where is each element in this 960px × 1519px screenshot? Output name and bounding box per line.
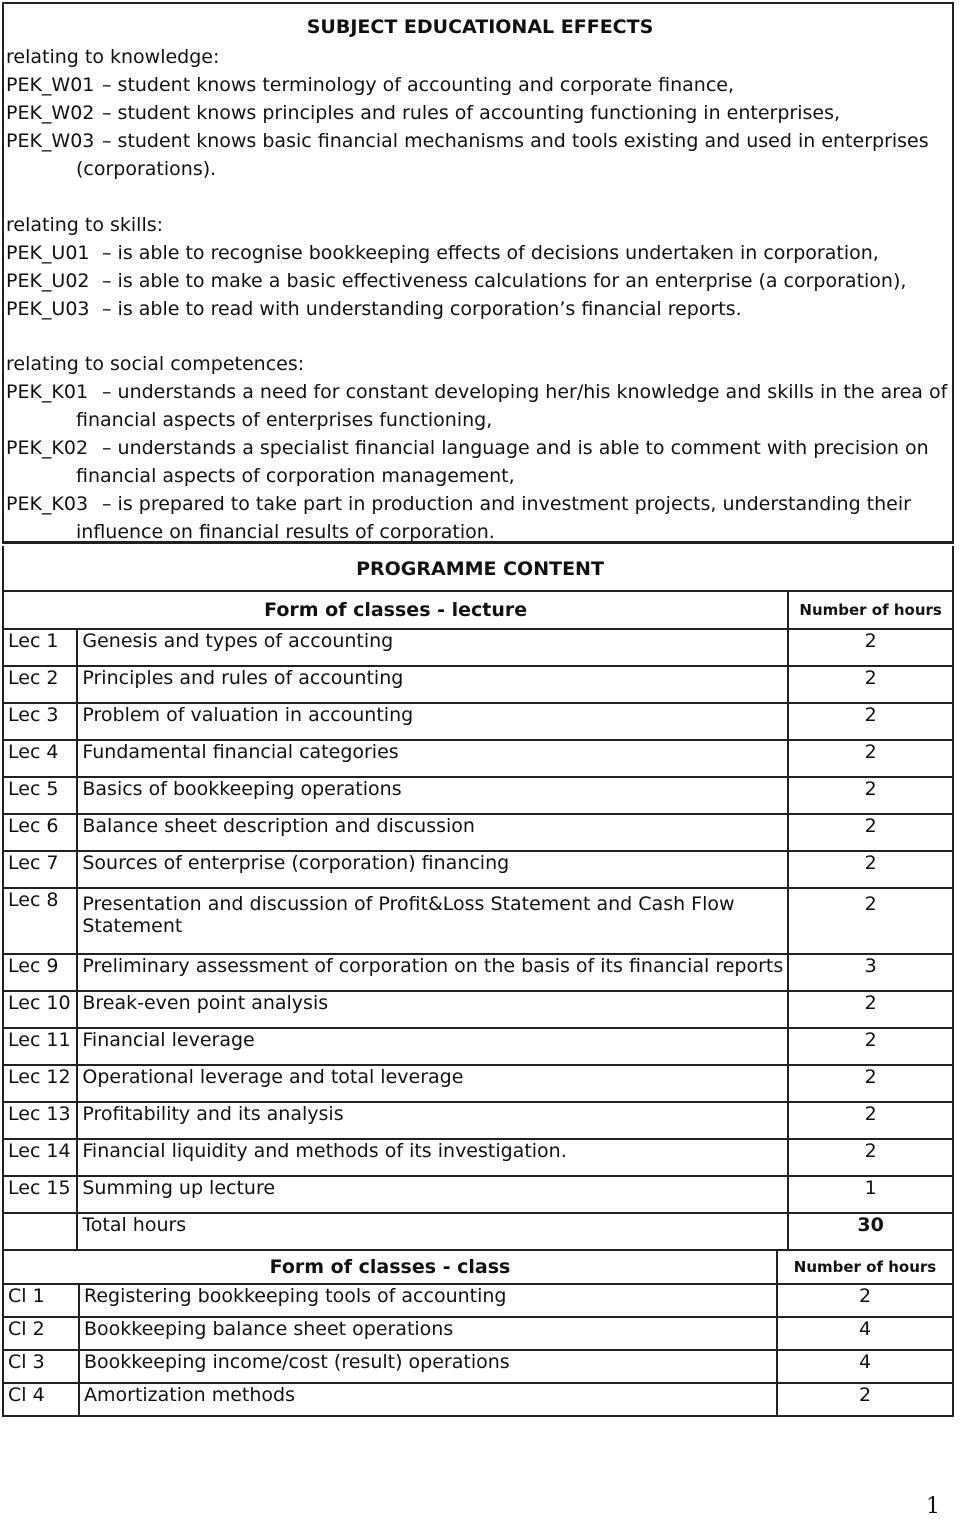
effect-item: [6, 270, 906, 292]
effect-text: – understands a specialist financial language and is able to comment with precision on: [102, 437, 929, 459]
lecture-hours: 2: [788, 814, 953, 851]
table-row: [3, 1350, 953, 1383]
effect-item: [6, 242, 879, 264]
lecture-topic: Preliminary assessment of corporation on the basis of its financial reports: [77, 954, 788, 991]
lecture-topic: Problem of valuation in accounting: [77, 703, 788, 740]
table-row: [3, 740, 953, 777]
table-row: [3, 1383, 953, 1416]
lecture-hours: 2: [788, 991, 953, 1028]
class-topic: Bookkeeping balance sheet operations: [79, 1317, 777, 1350]
effect-item: [6, 130, 929, 152]
class-topic: Amortization methods: [79, 1383, 777, 1416]
table-row: [3, 1102, 953, 1139]
effect-text: – is able to read with understanding corporation’s financial reports.: [102, 298, 742, 320]
table-row: [3, 1065, 953, 1102]
lecture-hours: 2: [788, 777, 953, 814]
lecture-hours: 2: [788, 1028, 953, 1065]
lecture-hours: 2: [788, 740, 953, 777]
table-row: [3, 991, 953, 1028]
lecture-topic: [77, 888, 788, 954]
page-number: 1: [926, 1494, 940, 1519]
class-id: Cl 1: [3, 1284, 79, 1317]
table-row: [3, 851, 953, 888]
class-table: [2, 1250, 954, 1417]
table-header-row: [3, 1250, 953, 1284]
social-heading: relating to social competences:: [6, 353, 305, 375]
effect-text: – is prepared to take part in production and investment projects, understanding their: [102, 493, 911, 515]
effect-code: PEK_W02: [6, 102, 95, 124]
effect-item: [6, 437, 929, 459]
lecture-id: Lec 4: [3, 740, 77, 777]
lecture-id: Lec 14: [3, 1139, 77, 1176]
lecture-hours: 2: [788, 1102, 953, 1139]
class-id: Cl 4: [3, 1383, 79, 1416]
lecture-topic: Principles and rules of accounting: [77, 666, 788, 703]
effect-continuation: financial aspects of corporation management,: [76, 465, 515, 487]
lecture-topic: Genesis and types of accounting: [77, 629, 788, 666]
effect-code: PEK_K01: [6, 381, 89, 403]
lecture-header: Form of classes - lecture: [3, 591, 788, 629]
table-row: [3, 629, 953, 666]
table-row: [3, 888, 953, 954]
lecture-id: Lec 15: [3, 1176, 77, 1213]
effect-item: [6, 381, 947, 403]
lecture-topic: Basics of bookkeeping operations: [77, 777, 788, 814]
lecture-id: Lec 12: [3, 1065, 77, 1102]
skills-heading: relating to skills:: [6, 214, 164, 236]
effect-text: – is able to make a basic effectiveness calculations for an enterprise (a corporation),: [102, 270, 907, 292]
knowledge-heading: relating to knowledge:: [6, 46, 220, 68]
hours-header: Number of hours: [777, 1250, 953, 1284]
lecture-topic-line2: Statement: [82, 915, 183, 937]
section-title: SUBJECT EDUCATIONAL EFFECTS: [306, 16, 654, 38]
total-row: [3, 1213, 953, 1250]
effect-continuation: influence on financial results of corporation.: [76, 521, 495, 543]
lecture-topic: Profitability and its analysis: [77, 1102, 788, 1139]
class-id: Cl 2: [3, 1317, 79, 1350]
lecture-id: Lec 10: [3, 991, 77, 1028]
effect-text: – student knows basic financial mechanisms and tools existing and used in enterprises: [102, 130, 929, 152]
effect-code: PEK_U02: [6, 270, 90, 292]
lecture-hours: 3: [788, 954, 953, 991]
table-row: [3, 1317, 953, 1350]
lecture-hours: 1: [788, 1176, 953, 1213]
lecture-id: Lec 6: [3, 814, 77, 851]
lecture-id: Lec 1: [3, 629, 77, 666]
effect-code: PEK_W03: [6, 130, 95, 152]
lecture-id: Lec 13: [3, 1102, 77, 1139]
table-row: [3, 1176, 953, 1213]
lecture-topic: Operational leverage and total leverage: [77, 1065, 788, 1102]
class-hours: 2: [777, 1383, 953, 1416]
lecture-hours: 2: [788, 1139, 953, 1176]
lecture-table: [2, 590, 954, 1251]
lecture-topic: Sources of enterprise (corporation) financing: [77, 851, 788, 888]
class-topic: Bookkeeping income/cost (result) operations: [79, 1350, 777, 1383]
lecture-id: Lec 5: [3, 777, 77, 814]
class-hours: 4: [777, 1350, 953, 1383]
class-header: Form of classes - class: [3, 1250, 777, 1284]
table-row: [3, 703, 953, 740]
lecture-hours: 2: [788, 666, 953, 703]
effect-text: – is able to recognise bookkeeping effects of decisions undertaken in corporation,: [102, 242, 879, 264]
lecture-topic: Summing up lecture: [77, 1176, 788, 1213]
lecture-id: Lec 11: [3, 1028, 77, 1065]
effect-item: [6, 74, 734, 96]
total-hours: 30: [788, 1213, 953, 1250]
lecture-topic: Break-even point analysis: [77, 991, 788, 1028]
lecture-hours: 2: [788, 629, 953, 666]
table-row: [3, 1284, 953, 1317]
class-id: Cl 3: [3, 1350, 79, 1383]
effect-text: – understands a need for constant developing her/his knowledge and skills in the area of: [102, 381, 948, 403]
lecture-id: Lec 7: [3, 851, 77, 888]
lecture-topic: Fundamental financial categories: [77, 740, 788, 777]
lecture-topic: Financial leverage: [77, 1028, 788, 1065]
effect-continuation: (corporations).: [76, 158, 217, 180]
lecture-hours: 2: [788, 851, 953, 888]
effect-text: – student knows principles and rules of accounting functioning in enterprises,: [102, 102, 841, 124]
table-row: [3, 666, 953, 703]
effect-continuation: financial aspects of enterprises functioning,: [76, 409, 493, 431]
programme-title: PROGRAMME CONTENT: [356, 558, 604, 580]
effect-item: [6, 102, 840, 124]
hours-header: Number of hours: [788, 591, 953, 629]
effect-item: [6, 298, 742, 320]
lecture-id: Lec 2: [3, 666, 77, 703]
table-row: [3, 1028, 953, 1065]
lecture-topic: Financial liquidity and methods of its investigation.: [77, 1139, 788, 1176]
lecture-id: Lec 9: [3, 954, 77, 991]
table-row: [3, 1139, 953, 1176]
class-hours: 2: [777, 1284, 953, 1317]
effect-item: [6, 493, 911, 515]
table-header-row: [3, 591, 953, 629]
effect-code: PEK_U03: [6, 298, 90, 320]
lecture-hours: 2: [788, 888, 953, 954]
lecture-hours: 2: [788, 703, 953, 740]
lecture-topic-line1: Presentation and discussion of Profit&Loss Statement and Cash Flow: [82, 893, 735, 915]
table-row: [3, 814, 953, 851]
lecture-id: Lec 3: [3, 703, 77, 740]
lecture-id: Lec 8: [3, 888, 77, 954]
class-topic: Registering bookkeeping tools of accounting: [79, 1284, 777, 1317]
class-hours: 4: [777, 1317, 953, 1350]
lecture-topic: Balance sheet description and discussion: [77, 814, 788, 851]
total-label: Total hours: [77, 1213, 788, 1250]
effect-code: PEK_U01: [6, 242, 90, 264]
effect-code: PEK_K03: [6, 493, 89, 515]
effect-code: PEK_W01: [6, 74, 95, 96]
effect-text: – student knows terminology of accounting and corporate finance,: [102, 74, 735, 96]
table-row: [3, 777, 953, 814]
lecture-hours: 2: [788, 1065, 953, 1102]
effect-code: PEK_K02: [6, 437, 89, 459]
table-row: [3, 954, 953, 991]
